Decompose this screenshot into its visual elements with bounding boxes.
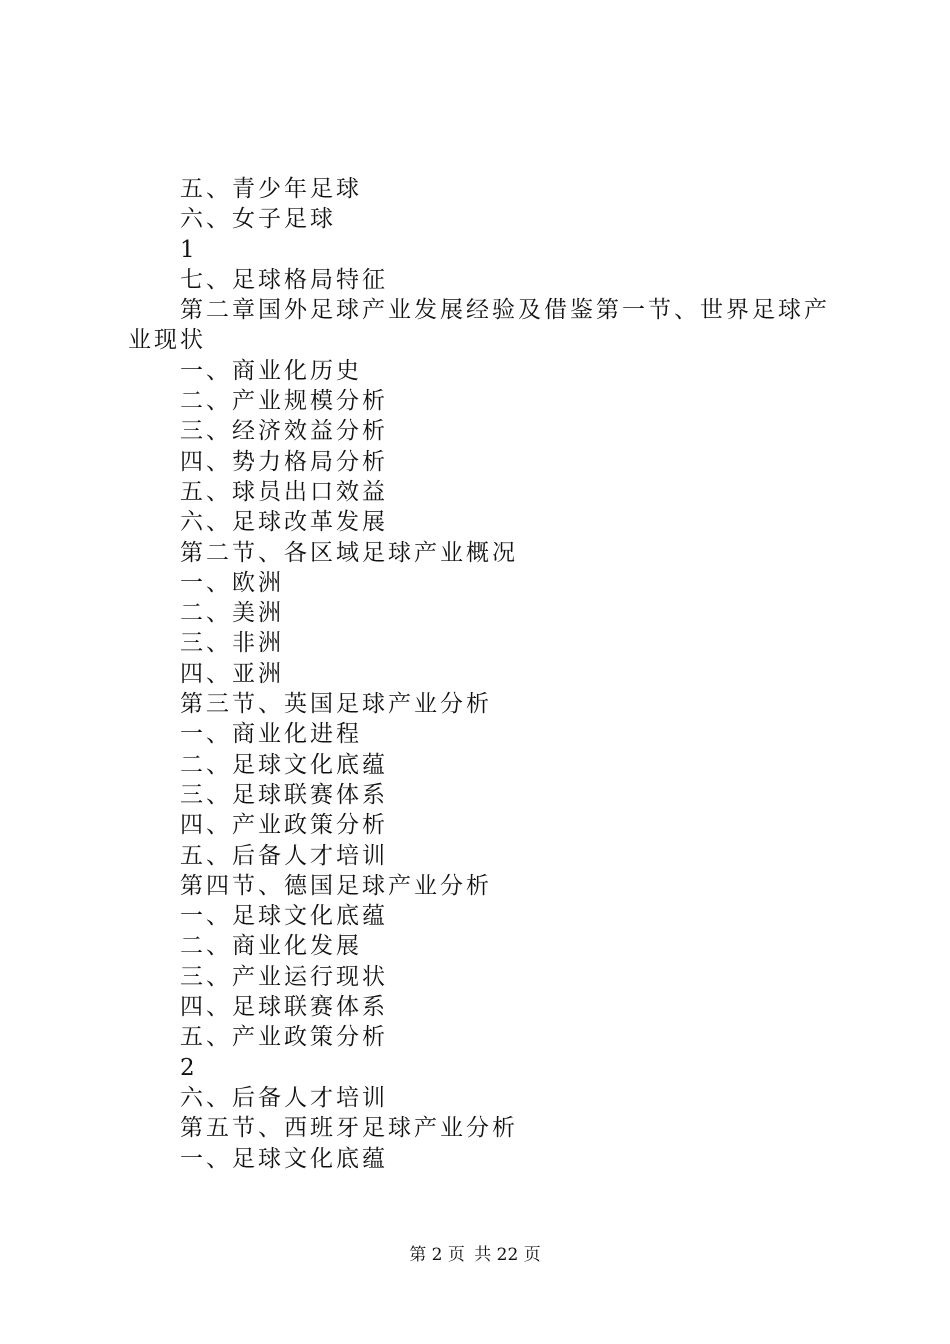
toc-line: 二、足球文化底蕴 <box>180 751 388 778</box>
toc-line: 三、足球联赛体系 <box>180 781 388 808</box>
toc-line: 三、经济效益分析 <box>180 418 388 445</box>
page-marker: 2 <box>180 1054 195 1081</box>
toc-line: 五、球员出口效益 <box>180 478 388 505</box>
toc-line: 三、产业运行现状 <box>180 963 388 990</box>
toc-line: 一、足球文化底蕴 <box>180 1145 388 1172</box>
toc-line: 二、产业规模分析 <box>180 388 388 415</box>
page-footer <box>0 1243 950 1267</box>
toc-line: 第二节、各区域足球产业概况 <box>180 539 518 566</box>
toc-line: 六、女子足球 <box>180 206 336 233</box>
toc-line: 六、后备人才培训 <box>180 1084 388 1111</box>
toc-line: 七、足球格局特征 <box>180 266 388 293</box>
toc-line: 一、欧洲 <box>180 569 284 596</box>
toc-line: 第五节、西班牙足球产业分析 <box>180 1115 518 1142</box>
toc-line: 第三节、英国足球产业分析 <box>180 691 492 718</box>
document-body <box>128 174 838 1174</box>
toc-line: 第二章国外足球产业发展经验及借鉴第一节、世界足球产业现状 <box>128 297 830 354</box>
toc-line: 六、足球改革发展 <box>180 509 388 536</box>
toc-line: 五、后备人才培训 <box>180 842 388 869</box>
toc-line: 四、亚洲 <box>180 660 284 687</box>
toc-line: 四、产业政策分析 <box>180 812 388 839</box>
toc-line: 四、足球联赛体系 <box>180 994 388 1021</box>
toc-line: 四、势力格局分析 <box>180 448 388 475</box>
toc-line: 一、足球文化底蕴 <box>180 903 388 930</box>
toc-line: 五、产业政策分析 <box>180 1024 388 1051</box>
toc-line: 第四节、德国足球产业分析 <box>180 872 492 899</box>
page-total: 共 22 页 <box>474 1245 541 1265</box>
toc-line: 五、青少年足球 <box>180 176 362 202</box>
toc-line: 一、商业化进程 <box>180 721 362 748</box>
toc-line: 二、商业化发展 <box>180 933 362 960</box>
page-number: 第 2 页 <box>409 1245 465 1265</box>
toc-line: 一、商业化历史 <box>180 357 362 384</box>
toc-line: 三、非洲 <box>180 630 284 657</box>
page-marker: 1 <box>180 236 195 263</box>
toc-line: 二、美洲 <box>180 600 284 627</box>
